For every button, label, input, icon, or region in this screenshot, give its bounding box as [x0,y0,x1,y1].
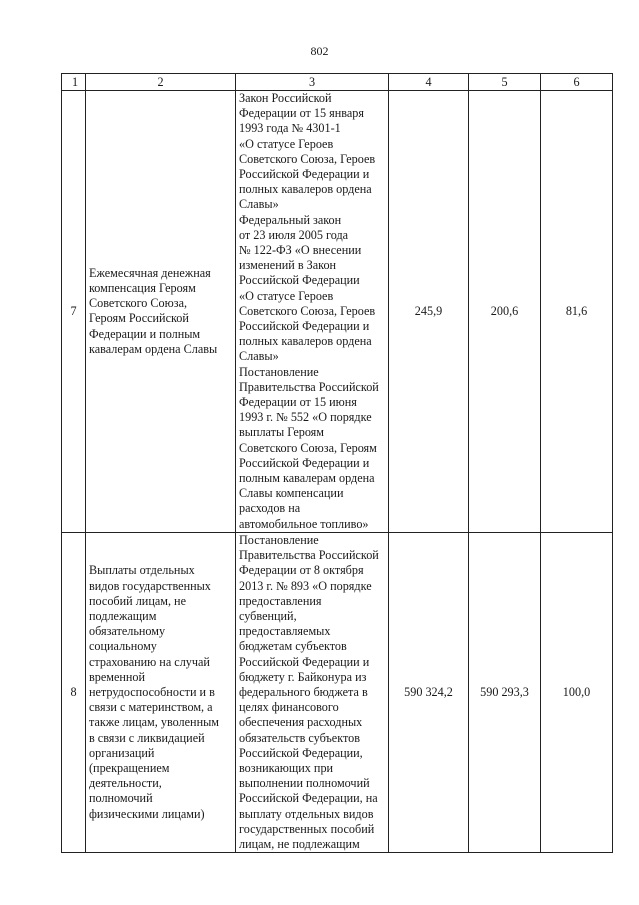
text-line: Постановление [239,532,319,547]
text-line: (прекращением [89,760,170,775]
row-number: 7 [62,91,86,533]
row-value-col4: 590 324,2 [389,532,469,852]
text-line: полномочий [89,791,153,806]
text-line: полных кавалеров ордена [239,334,372,349]
text-line: «О статусе Героев [239,288,334,303]
text-line: бюджетам субъектов [239,639,347,654]
row-legal-basis [236,91,389,533]
text-line: изменений в Закон [239,258,337,273]
text-line: Российской Федерации [239,273,360,288]
text-line: в связи с ликвидацией [89,730,205,745]
text-line: предоставляемых [239,624,331,639]
text-line: социальному [89,639,157,654]
page-number: 802 [310,44,329,58]
text-line: Правительства Российской [239,548,379,563]
text-line: видов государственных [89,578,211,593]
header-cell-3: 3 [236,74,389,91]
text-line: нетрудоспособности и в [89,684,215,699]
table-row [62,532,613,852]
text-line: государственных пособий [239,821,375,836]
row-description [86,91,236,533]
text-line: страхованию на случай [89,654,210,669]
text-line: предоставления [239,593,322,608]
text-line: Федерации от 15 января [239,106,364,121]
text-line: организаций [89,745,155,760]
text-line: автомобильное топливо» [239,516,369,531]
text-line: Славы» [239,349,279,364]
text-line: Выплаты отдельных [89,563,195,578]
text-line: Российской Федерации и [239,455,370,470]
text-line: Постановление [239,364,319,379]
row-number: 8 [62,532,86,852]
row-value-col4: 245,9 [389,91,469,533]
text-line: выполнении полномочий [239,776,370,791]
header-cell-5: 5 [469,74,541,91]
text-line: физическими лицами) [89,806,205,821]
text-line: Советского Союза, [89,296,188,311]
text-line: 2013 г. № 893 «О порядке [239,578,372,593]
text-line: Советского Союза, Героев [239,303,376,318]
text-line: целях финансового [239,700,339,715]
table-row [62,91,613,533]
text-line: Правительства Российской [239,379,379,394]
text-line: Российской Федерации и [239,319,370,334]
text-line: 1993 года № 4301-1 [239,121,341,136]
text-line: лицам, не подлежащим [239,836,360,851]
text-line: обязательному [89,624,166,639]
text-line: Славы» [239,197,279,212]
text-line: Ежемесячная денежная [89,265,211,280]
text-line: Российской Федерации, [239,745,363,760]
text-line: субвенций, [239,608,297,623]
row-legal-basis [236,532,389,852]
text-line: от 23 июля 2005 года [239,227,349,242]
row-description [86,532,236,852]
text-line: Героям Российской [89,311,189,326]
text-line: кавалерам ордена Славы [89,341,218,356]
text-line: полным кавалерам ордена [239,471,375,486]
table-header-row [62,74,613,91]
row-value-col5: 590 293,3 [469,532,541,852]
text-line: пособий лицам, не [89,593,186,608]
document-table [61,73,613,853]
row-value-col6: 81,6 [541,91,613,533]
row-value-col6: 100,0 [541,532,613,852]
text-line: связи с материнством, а [89,700,213,715]
text-line: возникающих при [239,760,334,775]
text-line: выплаты Героям [239,425,325,440]
text-line: компенсация Героям [89,281,196,296]
text-line: федерального бюджета в [239,684,368,699]
text-line: обеспечения расходных [239,715,363,730]
text-line: подлежащим [89,608,157,623]
text-line: расходов на [239,501,301,516]
header-cell-2: 2 [86,74,236,91]
text-line: Закон Российской [239,91,332,105]
text-line: временной [89,669,146,684]
text-line: полных кавалеров ордена [239,182,372,197]
text-line: № 122-ФЗ «О внесении [239,243,362,258]
text-line: Советского Союза, Героев [239,151,376,166]
text-line: Федерации и полным [89,326,201,341]
text-line: Федерации от 15 июня [239,395,357,410]
text-line: 1993 г. № 552 «О порядке [239,410,372,425]
row-value-col5: 200,6 [469,91,541,533]
header-cell-4: 4 [389,74,469,91]
text-line: обязательств субъектов [239,730,360,745]
text-line: Федерации от 8 октября [239,563,364,578]
text-line: деятельности, [89,776,162,791]
header-cell-1: 1 [62,74,86,91]
text-line: Российской Федерации, на [239,791,378,806]
text-line: также лицам, уволенным [89,715,219,730]
text-line: Федеральный закон [239,212,342,227]
header-cell-6: 6 [541,74,613,91]
text-line: Советского Союза, Героям [239,440,377,455]
text-line: Славы компенсации [239,486,344,501]
text-line: Российской Федерации и [239,167,370,182]
text-line: Российской Федерации и [239,654,370,669]
text-line: выплату отдельных видов [239,806,374,821]
text-line: «О статусе Героев [239,136,334,151]
text-line: бюджету г. Байконура из [239,669,367,684]
